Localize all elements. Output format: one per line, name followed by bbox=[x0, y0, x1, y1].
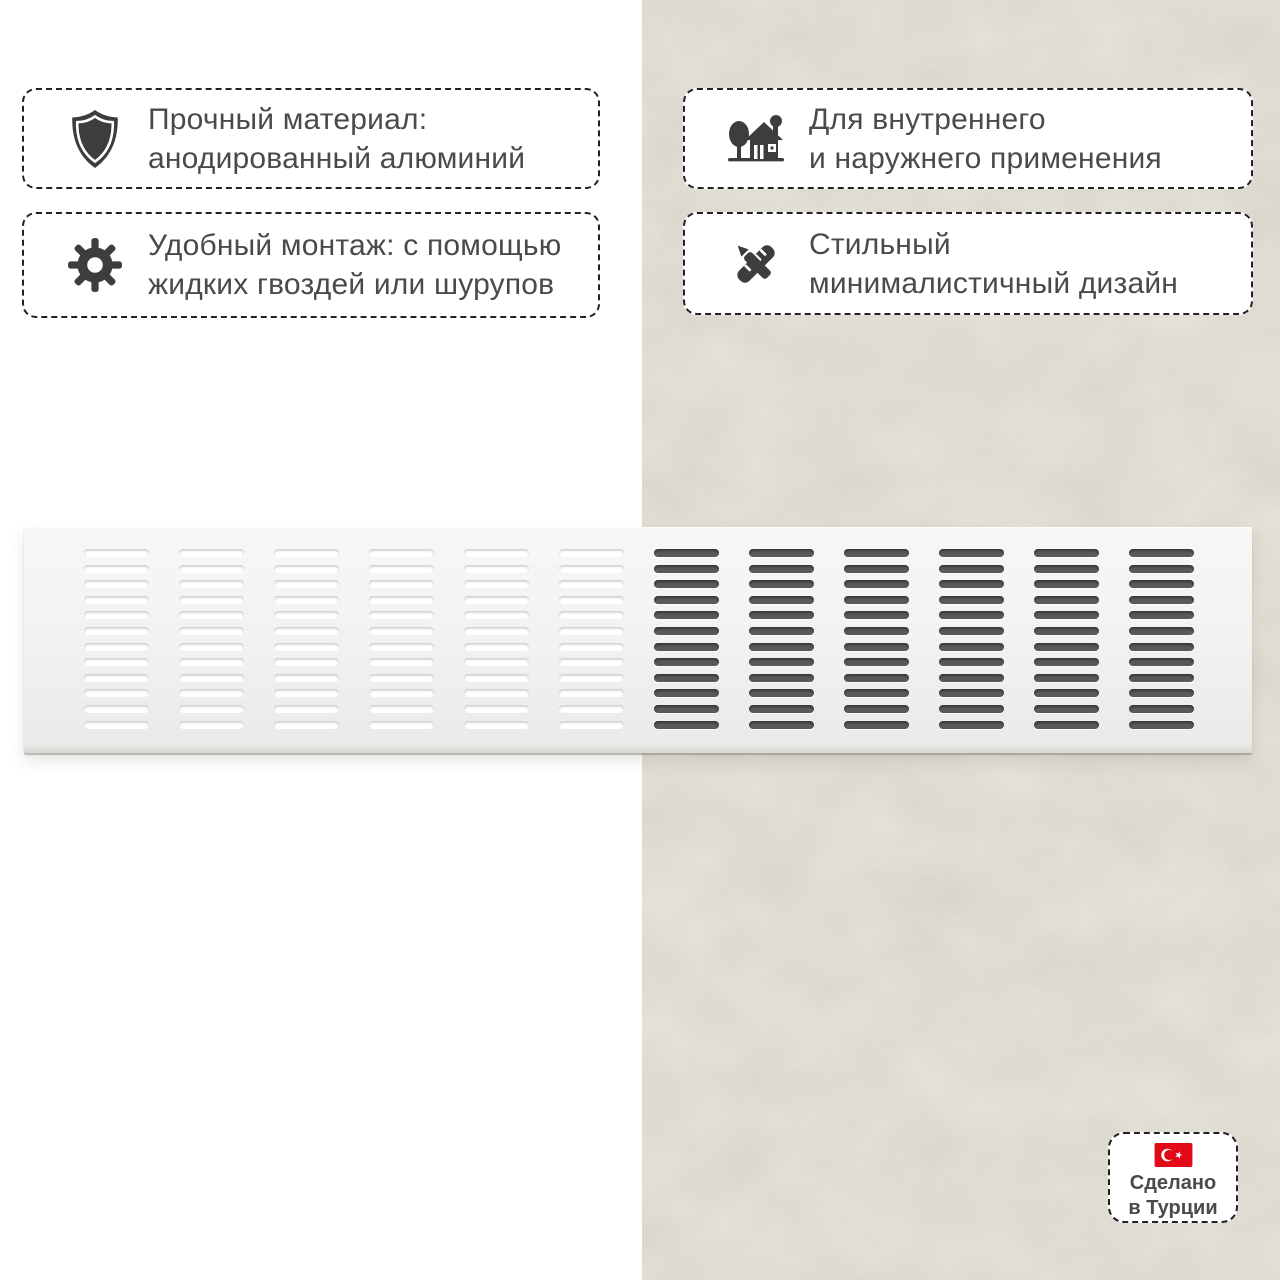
grille-slot bbox=[559, 565, 624, 573]
grille-slot bbox=[844, 721, 909, 729]
pencil-ruler-icon bbox=[725, 236, 787, 292]
grille-slot bbox=[559, 596, 624, 604]
grille-slot bbox=[749, 596, 814, 604]
grille-slot bbox=[749, 689, 814, 697]
grille-slot bbox=[369, 627, 434, 635]
grille-slot bbox=[559, 689, 624, 697]
grille-slot bbox=[274, 674, 339, 682]
grille-slot bbox=[844, 689, 909, 697]
shield-icon bbox=[64, 109, 126, 169]
grille-slot bbox=[939, 705, 1004, 713]
grille-slot bbox=[369, 611, 434, 619]
grille-slot bbox=[559, 643, 624, 651]
grille-slot bbox=[559, 705, 624, 713]
grille-slot bbox=[1034, 549, 1099, 557]
grille-slot bbox=[844, 643, 909, 651]
grille-slot bbox=[1129, 596, 1194, 604]
grille-slot bbox=[369, 549, 434, 557]
house-tree-icon bbox=[725, 113, 787, 165]
grille-slot bbox=[274, 658, 339, 666]
grille-slot bbox=[1129, 580, 1194, 588]
feature-line: Стильный bbox=[809, 227, 951, 261]
grille-slot bbox=[274, 705, 339, 713]
grille-slot bbox=[274, 627, 339, 635]
gear-icon bbox=[64, 236, 126, 294]
grille-slot bbox=[179, 596, 244, 604]
grille-slot bbox=[749, 611, 814, 619]
grille-slot bbox=[369, 721, 434, 729]
grille-slot bbox=[1034, 721, 1099, 729]
grille-slot-column bbox=[654, 549, 719, 729]
grille-slot bbox=[559, 627, 624, 635]
feature-text-mounting bbox=[148, 226, 561, 304]
grille-slot bbox=[1034, 643, 1099, 651]
grille-slot-column bbox=[84, 549, 149, 729]
grille-slot bbox=[179, 611, 244, 619]
grille-slot bbox=[84, 611, 149, 619]
grille-slot bbox=[1129, 565, 1194, 573]
grille-slot bbox=[939, 627, 1004, 635]
grille-slot bbox=[84, 674, 149, 682]
made-in-turkey-badge bbox=[1108, 1132, 1238, 1223]
grille-slot bbox=[654, 596, 719, 604]
grille-slot bbox=[844, 549, 909, 557]
grille-slot bbox=[844, 565, 909, 573]
feature-line: Удобный монтаж: с помощью bbox=[148, 229, 562, 262]
grille-slot bbox=[1129, 549, 1194, 557]
grille-slot bbox=[369, 674, 434, 682]
grille-slot bbox=[654, 549, 719, 557]
grille-slot bbox=[84, 596, 149, 604]
grille-slot bbox=[844, 627, 909, 635]
badge-line: в Турции bbox=[1128, 1197, 1218, 1219]
feature-card-design bbox=[683, 212, 1253, 315]
feature-card-material bbox=[22, 88, 600, 189]
grille-slot bbox=[559, 721, 624, 729]
grille-slot-column bbox=[939, 549, 1004, 729]
grille-slot bbox=[559, 549, 624, 557]
grille-slot bbox=[84, 580, 149, 588]
grille-slot bbox=[464, 689, 529, 697]
grille-slot bbox=[939, 549, 1004, 557]
grille-slot-column bbox=[464, 549, 529, 729]
grille-slot bbox=[84, 643, 149, 651]
grille-slot-column bbox=[559, 549, 624, 729]
grille-slot bbox=[369, 565, 434, 573]
grille-slot bbox=[464, 705, 529, 713]
grille-slot bbox=[654, 565, 719, 573]
grille-slot bbox=[654, 689, 719, 697]
grille-slot bbox=[749, 658, 814, 666]
grille-slot bbox=[1129, 689, 1194, 697]
feature-text-design bbox=[809, 225, 1178, 303]
grille-slot bbox=[939, 689, 1004, 697]
grille-slot bbox=[369, 689, 434, 697]
grille-slot bbox=[654, 721, 719, 729]
grille-slot bbox=[84, 721, 149, 729]
feature-text-material bbox=[148, 100, 525, 178]
grille-slot-grid bbox=[84, 549, 1194, 729]
grille-slot bbox=[84, 689, 149, 697]
grille-slot bbox=[939, 596, 1004, 604]
grille-slot bbox=[179, 658, 244, 666]
grille-slot bbox=[939, 658, 1004, 666]
grille-slot bbox=[274, 689, 339, 697]
grille-slot bbox=[464, 549, 529, 557]
grille-slot bbox=[559, 580, 624, 588]
grille-slot bbox=[464, 674, 529, 682]
grille-slot bbox=[654, 705, 719, 713]
feature-card-application bbox=[683, 88, 1253, 189]
grille-slot bbox=[654, 658, 719, 666]
grille-slot bbox=[179, 721, 244, 729]
grille-slot bbox=[939, 565, 1004, 573]
grille-slot bbox=[1129, 721, 1194, 729]
grille-slot bbox=[1034, 627, 1099, 635]
grille-slot-column bbox=[749, 549, 814, 729]
grille-slot bbox=[844, 611, 909, 619]
grille-slot-column bbox=[274, 549, 339, 729]
grille-slot bbox=[749, 627, 814, 635]
grille-slot bbox=[844, 596, 909, 604]
grille-slot bbox=[84, 627, 149, 635]
grille-slot bbox=[179, 674, 244, 682]
grille-slot bbox=[844, 580, 909, 588]
grille-slot bbox=[179, 689, 244, 697]
grille-slot bbox=[749, 705, 814, 713]
grille-slot bbox=[84, 658, 149, 666]
grille-slot bbox=[1034, 674, 1099, 682]
feature-line: Прочный материал: bbox=[148, 102, 428, 136]
grille-slot bbox=[1034, 596, 1099, 604]
grille-slot bbox=[749, 674, 814, 682]
grille-slot bbox=[369, 643, 434, 651]
grille-slot bbox=[654, 627, 719, 635]
feature-line: Для внутреннего bbox=[809, 102, 1046, 136]
badge-line: Сделано bbox=[1129, 1172, 1217, 1194]
feature-line: минималистичный дизайн bbox=[809, 266, 1179, 300]
grille-slot bbox=[179, 627, 244, 635]
grille-slot bbox=[464, 643, 529, 651]
grille-slot bbox=[654, 643, 719, 651]
grille-slot bbox=[939, 643, 1004, 651]
grille-slot bbox=[844, 674, 909, 682]
grille-slot bbox=[274, 549, 339, 557]
grille-slot bbox=[179, 549, 244, 557]
grille-slot bbox=[274, 565, 339, 573]
grille-slot bbox=[464, 580, 529, 588]
grille-slot bbox=[749, 549, 814, 557]
grille-slot bbox=[749, 565, 814, 573]
feature-line: анодированный алюминий bbox=[148, 141, 526, 175]
grille-slot bbox=[844, 705, 909, 713]
grille-slot bbox=[464, 721, 529, 729]
grille-slot-column bbox=[1034, 549, 1099, 729]
grille-slot bbox=[84, 549, 149, 557]
grille-slot bbox=[1129, 611, 1194, 619]
grille-slot bbox=[559, 674, 624, 682]
grille-slot bbox=[274, 596, 339, 604]
grille-slot-column bbox=[844, 549, 909, 729]
grille-slot bbox=[464, 627, 529, 635]
grille-slot bbox=[939, 580, 1004, 588]
grille-slot-column bbox=[179, 549, 244, 729]
grille-slot bbox=[654, 611, 719, 619]
grille-slot bbox=[1129, 705, 1194, 713]
grille-slot bbox=[559, 611, 624, 619]
grille-slot bbox=[749, 580, 814, 588]
grille-slot bbox=[654, 674, 719, 682]
grille-slot bbox=[1129, 643, 1194, 651]
grille-slot bbox=[369, 580, 434, 588]
grille-slot bbox=[179, 580, 244, 588]
grille-slot bbox=[1034, 705, 1099, 713]
grille-slot bbox=[1034, 658, 1099, 666]
grille-slot bbox=[749, 643, 814, 651]
product-image-ventilation-grille bbox=[24, 527, 1252, 753]
grille-slot bbox=[939, 721, 1004, 729]
grille-slot bbox=[1034, 611, 1099, 619]
feature-text-application bbox=[809, 100, 1162, 178]
grille-slot bbox=[464, 611, 529, 619]
grille-slot bbox=[749, 721, 814, 729]
grille-slot bbox=[274, 611, 339, 619]
grille-slot bbox=[369, 596, 434, 604]
grille-slot bbox=[274, 721, 339, 729]
grille-slot bbox=[369, 705, 434, 713]
grille-slot bbox=[939, 674, 1004, 682]
grille-slot bbox=[1034, 565, 1099, 573]
grille-slot bbox=[274, 643, 339, 651]
grille-slot bbox=[844, 658, 909, 666]
feature-line: и наружнего применения bbox=[809, 141, 1162, 175]
turkey-flag-icon bbox=[1153, 1143, 1194, 1167]
grille-slot bbox=[84, 705, 149, 713]
grille-slot bbox=[1129, 658, 1194, 666]
grille-slot-column bbox=[1129, 549, 1194, 729]
grille-slot bbox=[559, 658, 624, 666]
grille-slot bbox=[464, 596, 529, 604]
grille-slot bbox=[1034, 580, 1099, 588]
grille-slot bbox=[939, 611, 1004, 619]
grille-slot bbox=[179, 643, 244, 651]
grille-slot bbox=[274, 580, 339, 588]
badge-text bbox=[1128, 1171, 1217, 1221]
grille-slot bbox=[84, 565, 149, 573]
grille-slot bbox=[464, 658, 529, 666]
feature-line: жидких гвоздей или шурупов bbox=[148, 268, 555, 301]
grille-slot bbox=[464, 565, 529, 573]
grille-slot bbox=[654, 580, 719, 588]
grille-slot bbox=[1129, 674, 1194, 682]
grille-slot bbox=[1129, 627, 1194, 635]
grille-slot-column bbox=[369, 549, 434, 729]
grille-slot bbox=[369, 658, 434, 666]
grille-slot bbox=[179, 565, 244, 573]
grille-slot bbox=[1034, 689, 1099, 697]
feature-card-mounting bbox=[22, 212, 600, 318]
grille-slot bbox=[179, 705, 244, 713]
